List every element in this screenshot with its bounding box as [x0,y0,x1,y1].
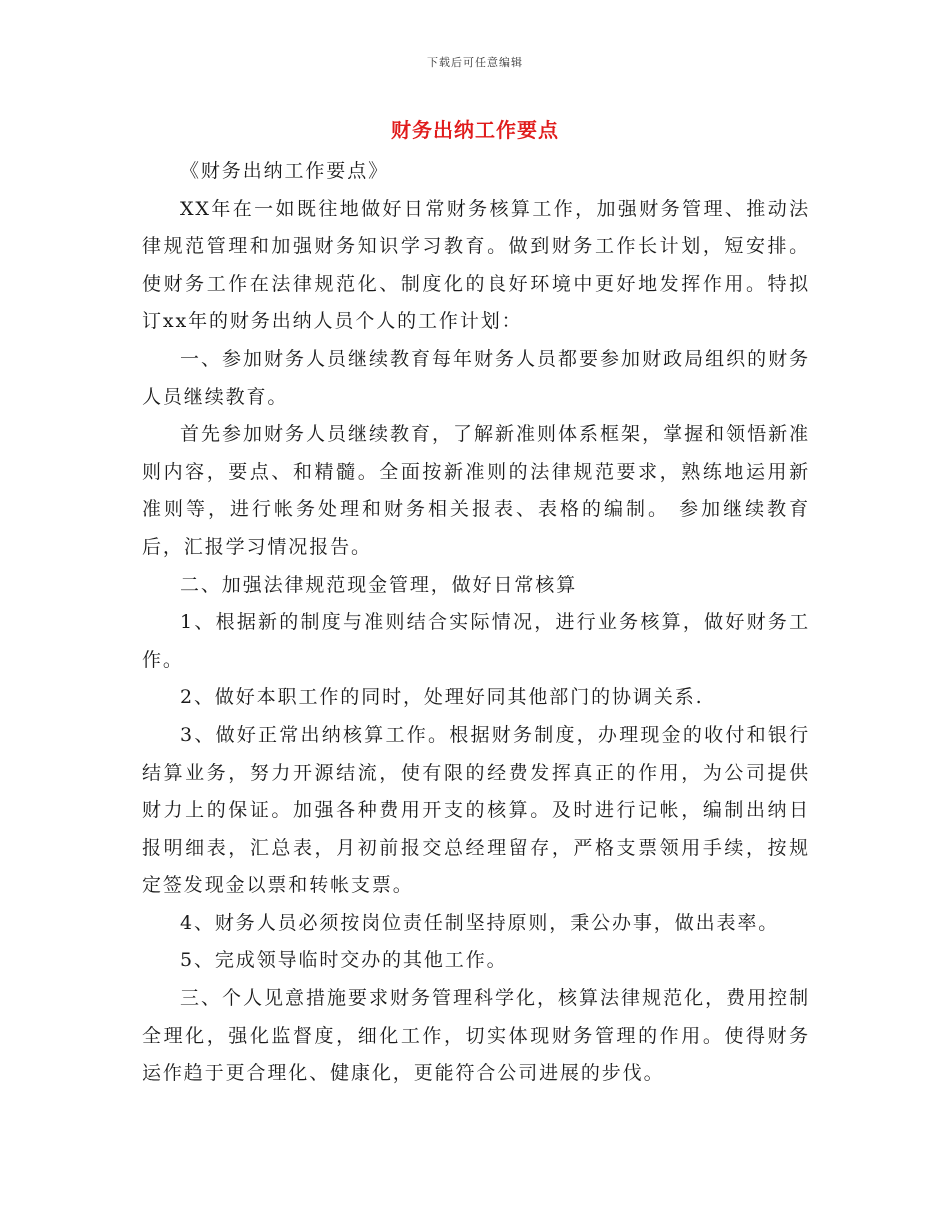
paragraph-intro: XX年在一如既往地做好日常财务核算工作，加强财务管理、推动法律规范管理和加强财务知识学习教育。做到财务工作长计划，短安排。使财务工作在法律规范化、制度化的良好环境中更好地发挥作用。特拟订xx年的财务出纳人员个人的工作计划： [142,197,810,333]
paragraph-item-3: 3、做好正常出纳核算工作。根据财务制度，办理现金的收付和银行结算业务，努力开源结流，使有限的经费发挥真正的作用，为公司提供财力上的保证。加强各种费用开支的核算。及时进行记帐，编制出纳日报明细表，汇总表，月初前报交总经理留存，严格支票领用手续，按规定签发现金以票和转帐支票。 [142,723,810,897]
header-note: 下载后可任意编辑 [427,56,523,69]
document-body [142,153,810,1093]
paragraph-section-3: 三、个人见意措施要求财务管理科学化，核算法律规范化，费用控制全理化，强化监督度，细化工作，切实体现财务管理的作用。使得财务运作趋于更合理化、健康化，更能符合公司进展的步伐。 [142,987,810,1085]
paragraph-section-1: 一、参加财务人员继续教育每年财务人员都要参加财政局组织的财务人员继续教育。 [142,347,810,408]
paragraph-section-2: 二、加强法律规范现金管理，做好日常核算 [180,573,578,596]
paragraph-doc-name: 《财务出纳工作要点》 [180,160,390,182]
paragraph-item-5: 5、完成领导临时交办的其他工作。 [180,949,508,972]
paragraph-item-1: 1、根据新的制度与准则结合实际情况，进行业务核算，做好财务工作。 [142,611,810,671]
document-title: 财务出纳工作要点 [391,118,559,142]
paragraph-item-4: 4、财务人员必须按岗位责任制坚持原则，秉公办事，做出表率。 [180,911,780,934]
paragraph-education-detail: 首先参加财务人员继续教育，了解新准则体系框架，掌握和领悟新准则内容，要点、和精髓。全面按新准则的法律规范要求，熟练地运用新准则等，进行帐务处理和财务相关报表、表格的编制。 参加继续教育后，汇报学习情况报告。 [142,423,810,558]
paragraph-item-2: 2、做好本职工作的同时，处理好同其他部门的协调关系. [180,686,704,709]
